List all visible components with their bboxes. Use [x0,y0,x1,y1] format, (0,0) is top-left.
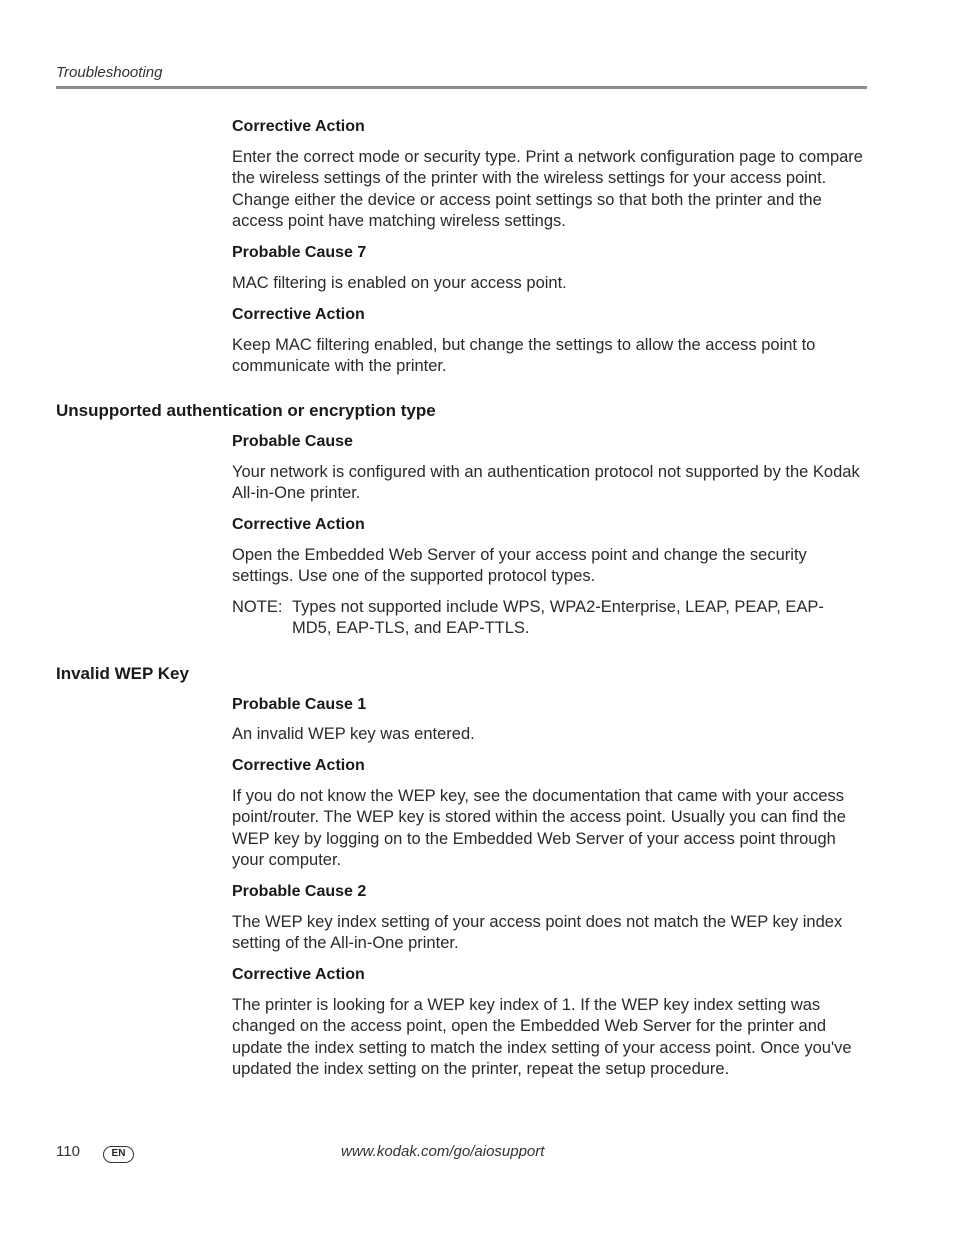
section-title-unsupported-auth: Unsupported authentication or encryption type [56,401,436,420]
probable-cause-1-text: An invalid WEP key was entered. [232,725,475,743]
corrective-action-heading: Corrective Action [232,516,365,533]
corrective-action-heading: Corrective Action [232,966,365,983]
corrective-action-text: Open the Embedded Web Server of your access point and change the security settings. Use one of the supported protocol types. [232,546,807,586]
corrective-action-text: Enter the correct mode or security type. Print a network configuration page to compare the wireless settings of the printer with the wireless settings for your access point. Change either the device or access point settings so that both the printer and the access point have matching wireless settings. [232,148,863,231]
corrective-action-heading: Corrective Action [232,757,365,774]
probable-cause-2-text: The WEP key index setting of your access point does not match the WEP key index setting of the All-in-One printer. [232,913,843,953]
corrective-action-heading: Corrective Action [232,118,365,135]
probable-cause-7-text: MAC filtering is enabled on your access point. [232,274,567,292]
corrective-action-text: If you do not know the WEP key, see the documentation that came with your access point/router. The WEP key is stored within the access point. Usually you can find the WEP key by logging on to the Embedded Web Server of your access point through your computer. [232,787,846,870]
corrective-action-text: The printer is looking for a WEP key index of 1. If the WEP key index setting was changed on the access point, open the Embedded Web Server for the printer and update the index setting to match the index setting of your access point. Once you've updated the index setting on the printer, repeat the setup procedure. [232,996,852,1079]
probable-cause-1-heading: Probable Cause 1 [232,696,367,713]
page-number: 110 [56,1143,80,1160]
note-text: Types not supported include WPS, WPA2-Enterprise, LEAP, PEAP, EAP-MD5, EAP-TLS, and EAP-TTLS. [292,598,824,638]
running-head: Troubleshooting [56,64,163,81]
corrective-action-heading: Corrective Action [232,306,365,323]
probable-cause-7-heading: Probable Cause 7 [232,244,367,261]
section-title-invalid-wep-key: Invalid WEP Key [56,664,189,683]
language-badge: EN [103,1146,134,1163]
header-rule [56,86,867,89]
note-label: NOTE: [232,598,283,616]
probable-cause-heading: Probable Cause [232,433,353,450]
corrective-action-text: Keep MAC filtering enabled, but change the settings to allow the access point to communicate with the printer. [232,336,816,376]
probable-cause-text: Your network is configured with an authentication protocol not supported by the Kodak All-in-One printer. [232,463,860,503]
probable-cause-2-heading: Probable Cause 2 [232,883,367,900]
support-url[interactable]: www.kodak.com/go/aiosupport [341,1143,545,1160]
